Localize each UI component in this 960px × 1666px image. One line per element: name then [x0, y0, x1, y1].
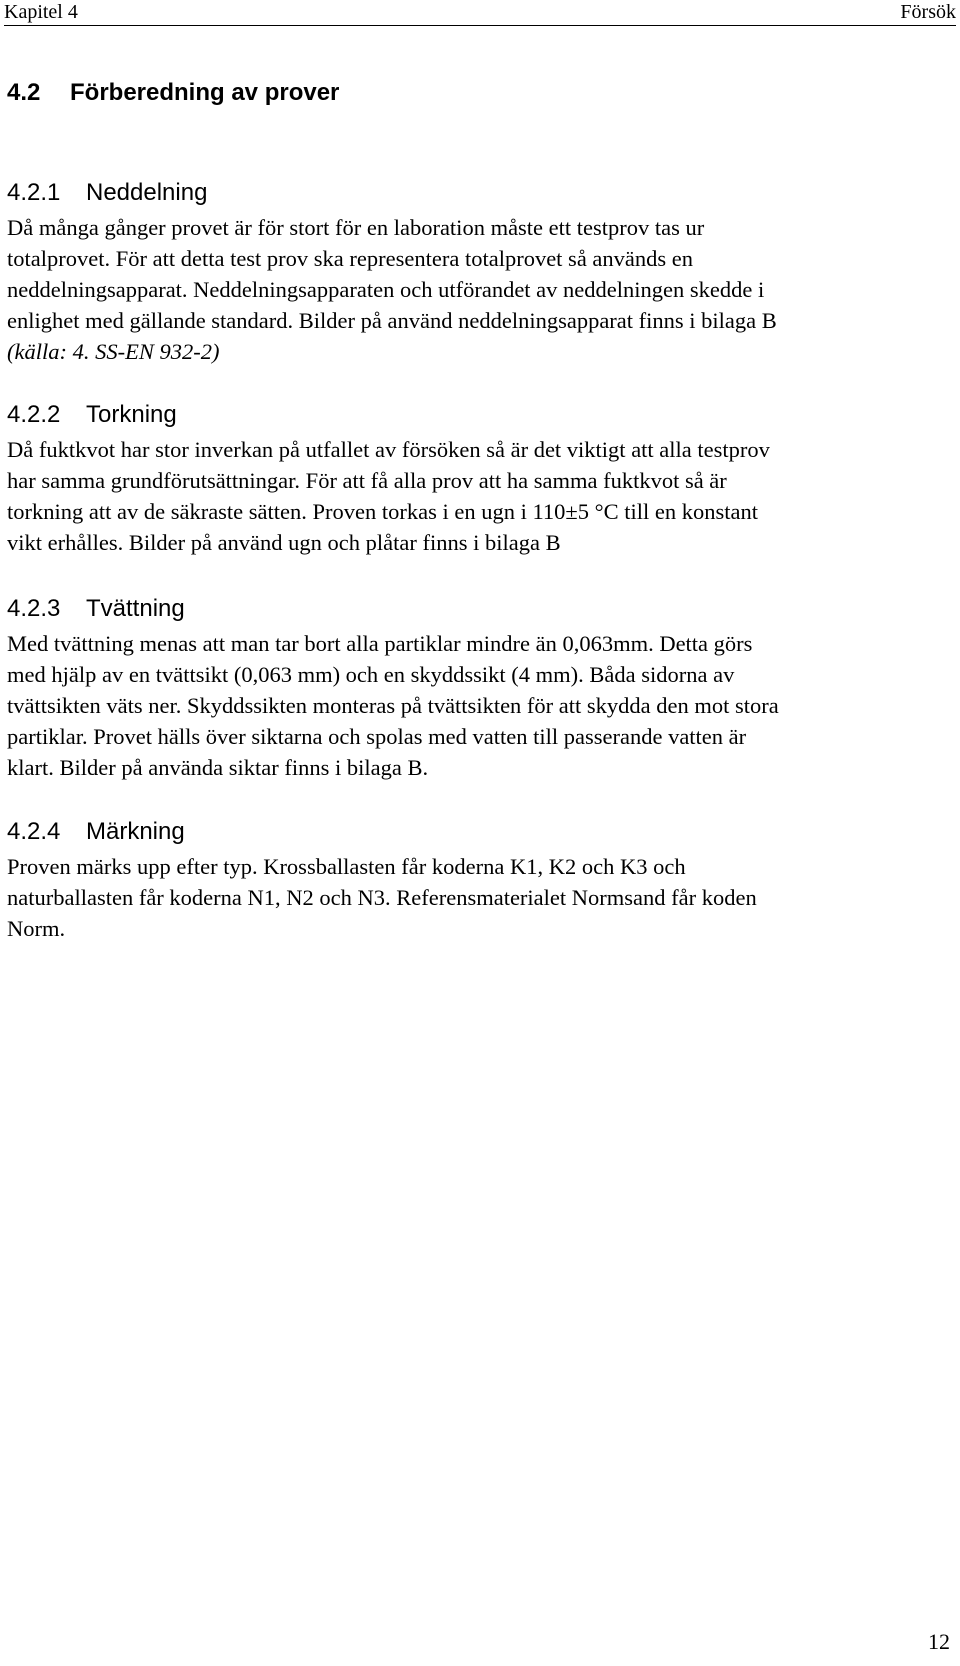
source-reference: (källa: 4. SS-EN 932-2): [7, 339, 220, 364]
subsection-number: 4.2.2: [7, 401, 61, 428]
subsection-tvattning: [7, 594, 955, 783]
paragraph-line: totalprovet. För att detta test prov ska representera totalprovet så används en: [7, 246, 694, 271]
paragraph: [7, 628, 955, 783]
paragraph: [7, 851, 955, 944]
subsection-heading: [7, 400, 955, 432]
subsection-title: Torkning: [86, 401, 177, 428]
subsection-neddelning: [7, 178, 955, 367]
header-chapter: Kapitel 4: [4, 1, 78, 23]
paragraph-line: klart. Bilder på använda siktar finns i bilaga B.: [7, 755, 429, 780]
paragraph-line: Då fuktkvot har stor inverkan på utfallet av försöken så är det viktigt att alla testprov: [7, 437, 770, 462]
subsection-markning: [7, 817, 955, 944]
subsection-heading: [7, 594, 955, 626]
page-number: 12: [928, 1629, 950, 1654]
subsection-title: Tvättning: [86, 595, 185, 622]
paragraph-line: tvättsikten väts ner. Skyddssikten monteras på tvättsikten för att skydda den mot stora: [7, 693, 779, 718]
paragraph-line: med hjälp av en tvättsikt (0,063 mm) och en skyddssikt (4 mm). Båda sidorna av: [7, 662, 735, 687]
section-heading-title: Förberedning av prover: [70, 79, 340, 106]
section-heading-number: 4.2: [7, 79, 41, 106]
subsection-number: 4.2.4: [7, 818, 61, 845]
page-header: [4, 0, 956, 26]
paragraph-line: Med tvättning menas att man tar bort alla partiklar mindre än 0,063mm. Detta görs: [7, 631, 753, 656]
paragraph-line: enlighet med gällande standard. Bilder på använd neddelningsapparat finns i bilaga B: [7, 308, 777, 333]
paragraph-line: neddelningsapparat. Neddelningsapparaten och utförandet av neddelningen skedde i: [7, 277, 765, 302]
paragraph-line: naturballasten får koderna N1, N2 och N3. Referensmaterialet Normsand får koden: [7, 885, 757, 910]
paragraph-line: partiklar. Provet hälls över siktarna och spolas med vatten till passerande vatten är: [7, 724, 747, 749]
subsection-heading: [7, 178, 955, 210]
section-heading: [7, 78, 339, 108]
paragraph-line: Då många gånger provet är för stort för en laboration måste ett testprov tas ur: [7, 215, 705, 240]
paragraph-line: vikt erhålles. Bilder på använd ugn och plåtar finns i bilaga B: [7, 530, 561, 555]
paragraph-line: torkning att av de säkraste sätten. Proven torkas i en ugn i 110±5 °C till en konstant: [7, 499, 759, 524]
header-section: Försök: [900, 1, 956, 23]
paragraph: [7, 212, 955, 367]
subsection-title: Neddelning: [86, 179, 208, 206]
subsection-heading: [7, 817, 955, 849]
subsection-title: Märkning: [86, 818, 185, 845]
paragraph-line: har samma grundförutsättningar. För att få alla prov att ha samma fuktkvot så är: [7, 468, 727, 493]
paragraph-line: Proven märks upp efter typ. Krossballasten får koderna K1, K2 och K3 och: [7, 854, 686, 879]
paragraph-line: Norm.: [7, 916, 66, 941]
subsection-number: 4.2.3: [7, 595, 61, 622]
subsection-torkning: [7, 400, 955, 558]
paragraph: [7, 434, 955, 558]
subsection-number: 4.2.1: [7, 179, 61, 206]
